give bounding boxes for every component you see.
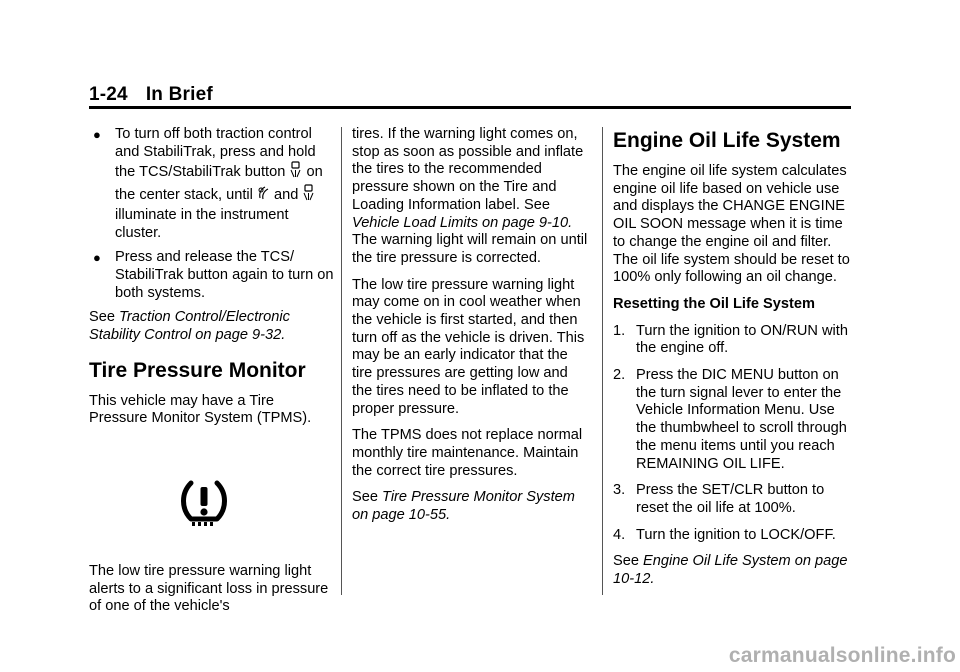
paragraph: This vehicle may have a Tire Pressure Monitor System (TPMS). (89, 392, 312, 427)
paragraph: The low tire pressure warning light alerts to a significant loss in pressure of one of the vehicle's (89, 562, 329, 615)
list-item: ● To turn off both traction control and StabiliTrak, press and hold the TCS/StabiliTrak button on the center stack, until and illuminate in the instrument cluster. (93, 126, 323, 241)
list-item: 2. Press the DIC MENU button on the turn signal lever to enter the Vehicle Information Menu. Use the thumbwheel to scroll through the menu items until you reach REMAINING OIL LIFE. (613, 367, 847, 472)
tpms-warning-figure (89, 437, 319, 563)
list-item: 1. Turn the ignition to ON/RUN with the engine off. (613, 322, 848, 357)
see-reference: See Tire Pressure Monitor System on page 10-55. (352, 489, 575, 524)
section-heading: Engine Oil Life System (613, 129, 841, 152)
cross-reference-link[interactable]: Vehicle Load Limits on page 9-10. (352, 214, 573, 231)
section-heading: Tire Pressure Monitor (89, 358, 306, 382)
traction-off-icon (302, 184, 315, 207)
watermark: carmanualsonline.info (728, 644, 956, 667)
list-item: 4. Turn the ignition to LOCK/OFF. (613, 526, 836, 543)
tire-pressure-warning-icon (179, 479, 229, 527)
bullet-icon: ● (93, 127, 101, 142)
column-3 (613, 126, 858, 598)
cross-reference-link[interactable]: Traction Control/Electronic Stability Control on page 9-32. (89, 309, 290, 344)
column-divider-2 (602, 127, 603, 595)
list-item: 3. Press the SET/CLR button to reset the oil life at 100%. (613, 482, 825, 516)
column-2 (352, 126, 592, 534)
paragraph: tires. If the warning light comes on, stop as soon as possible and inflate the tires to the recommended pressure shown on the Tire and Loading Information label. See Vehicle Load Limits on page 9-10. The warning light will remain on until the tire pressure is corrected. (352, 126, 588, 266)
column-divider-1 (341, 127, 342, 595)
cross-reference-link[interactable]: Engine Oil Life System on page 10-12. (613, 553, 848, 588)
traction-off-icon (289, 161, 302, 184)
paragraph: The low tire pressure warning light may come on in cool weather when the vehicle is first started, and then turn off as the vehicle is driven. This may be an early indicator that the tire pressures are getting low and the tires need to be inflated to the proper pressure. (352, 276, 585, 417)
see-reference: See Engine Oil Life System on page 10-12. (613, 553, 848, 588)
section-title: In Brief (145, 84, 213, 105)
bullet-icon: ● (93, 250, 101, 266)
list-item: ● Press and release the TCS/ StabiliTrak button again to turn on both systems. (93, 249, 334, 301)
paragraph: The engine oil life system calculates engine oil life based on vehicle use and displays the CHANGE ENGINE OIL SOON message when it is time to change the engine oil and filter. The oil life system should be reset to 100% only following an oil change. (613, 163, 850, 286)
cross-reference-link[interactable]: Tire Pressure Monitor System on page 10-55. (352, 489, 575, 524)
page-header (89, 84, 213, 106)
paragraph: The TPMS does not replace normal monthly tire maintenance. Maintain the correct tire pressures. (352, 427, 583, 479)
stabilitrak-icon (257, 185, 270, 207)
subheading: Resetting the Oil Life System (613, 295, 815, 312)
see-reference: See Traction Control/Electronic Stability Control on page 9-32. (89, 309, 290, 344)
header-rule (89, 106, 851, 109)
page-number: 1-24 (89, 84, 128, 105)
column-1 (89, 126, 334, 625)
